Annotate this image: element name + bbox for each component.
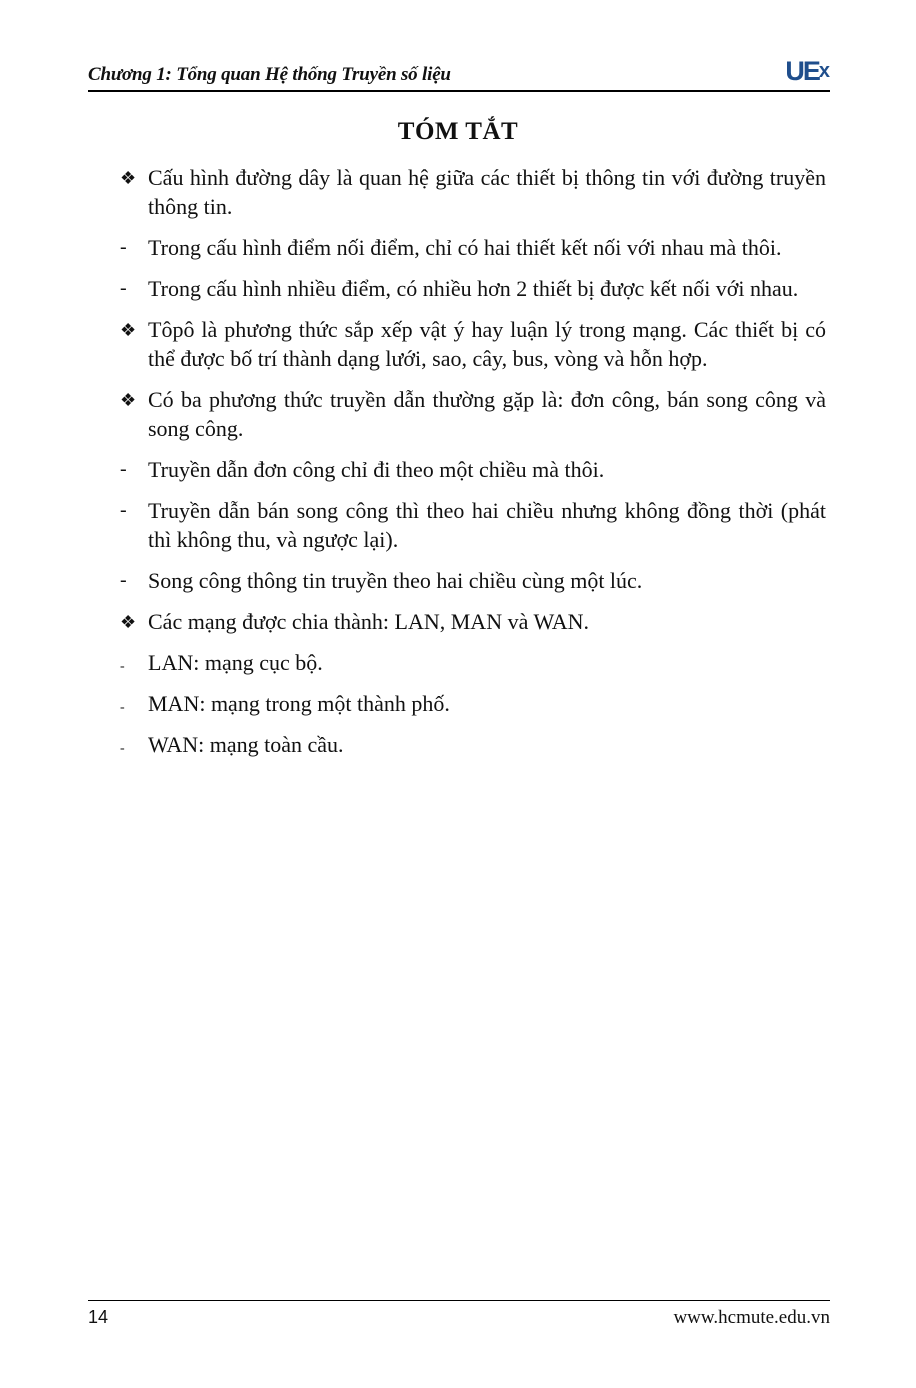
dash-bullet-icon: - — [120, 277, 127, 299]
list-item-text: LAN: mạng cục bộ. — [148, 650, 323, 675]
list-item — [118, 163, 826, 221]
list-item — [118, 315, 826, 373]
list-item-text: Trong cấu hình điểm nối điểm, chỉ có hai thiết kết nối với nhau mà thôi. — [148, 235, 782, 260]
dash-bullet-icon: - — [120, 458, 127, 480]
list-item — [118, 566, 826, 595]
footer-divider — [88, 1300, 830, 1301]
list-item-text: MAN: mạng trong một thành phố. — [148, 691, 450, 716]
diamond-bullet-icon: ❖ — [120, 390, 137, 410]
list-item — [118, 730, 826, 759]
list-item-text: Có ba phương thức truyền dẫn thường gặp là: đơn công, bán song công và song công. — [148, 387, 826, 441]
chapter-title: Chương 1: Tổng quan Hệ thống Truyền số liệu — [88, 64, 451, 85]
diamond-bullet-icon: ❖ — [120, 612, 137, 632]
dash-bullet-icon: - — [120, 700, 125, 715]
list-item-text: Truyền dẫn đơn công chỉ đi theo một chiều mà thôi. — [148, 457, 605, 482]
dash-bullet-icon: - — [120, 659, 125, 674]
page-header — [88, 56, 830, 90]
footer-url: www.hcmute.edu.vn — [673, 1307, 830, 1328]
dash-bullet-icon: - — [120, 741, 125, 756]
list-item-text: Truyền dẫn bán song công thì theo hai chiều nhưng không đồng thời (phát thì không thu, và ngược lại). — [148, 498, 826, 552]
list-item-text: Song công thông tin truyền theo hai chiều cùng một lúc. — [148, 568, 643, 593]
list-item-text: WAN: mạng toàn cầu. — [148, 732, 344, 757]
dash-bullet-icon: - — [120, 236, 127, 258]
list-item — [118, 607, 826, 636]
list-item-text: Trong cấu hình nhiều điểm, có nhiều hơn 2 thiết bị được kết nối với nhau. — [148, 276, 799, 301]
dash-bullet-icon: - — [120, 569, 127, 591]
list-item — [118, 648, 826, 677]
uex-logo-icon — [785, 58, 830, 84]
logo-main: UE — [785, 56, 819, 86]
summary-list — [118, 163, 826, 771]
list-item-text: Tôpô là phương thức sắp xếp vật ý hay luận lý trong mạng. Các thiết bị có thể được bố trí thành dạng lưới, sao, cây, bus, vòng và hỗn hợp. — [148, 317, 826, 371]
list-item — [118, 233, 826, 262]
diamond-bullet-icon: ❖ — [120, 320, 137, 340]
list-item — [118, 496, 826, 554]
header-divider — [88, 90, 830, 92]
list-item — [118, 274, 826, 303]
dash-bullet-icon: - — [120, 499, 127, 521]
list-item — [118, 385, 826, 443]
page-number: 14 — [88, 1307, 109, 1327]
logo-suffix: x — [818, 60, 830, 82]
list-item — [118, 455, 826, 484]
summary-heading: TÓM TẮT — [397, 118, 519, 145]
list-item-text: Các mạng được chia thành: LAN, MAN và WAN. — [148, 609, 590, 634]
list-item — [118, 689, 826, 718]
list-item-text: Cấu hình đường dây là quan hệ giữa các thiết bị thông tin với đường truyền thông tin. — [148, 165, 826, 219]
diamond-bullet-icon: ❖ — [120, 168, 137, 188]
